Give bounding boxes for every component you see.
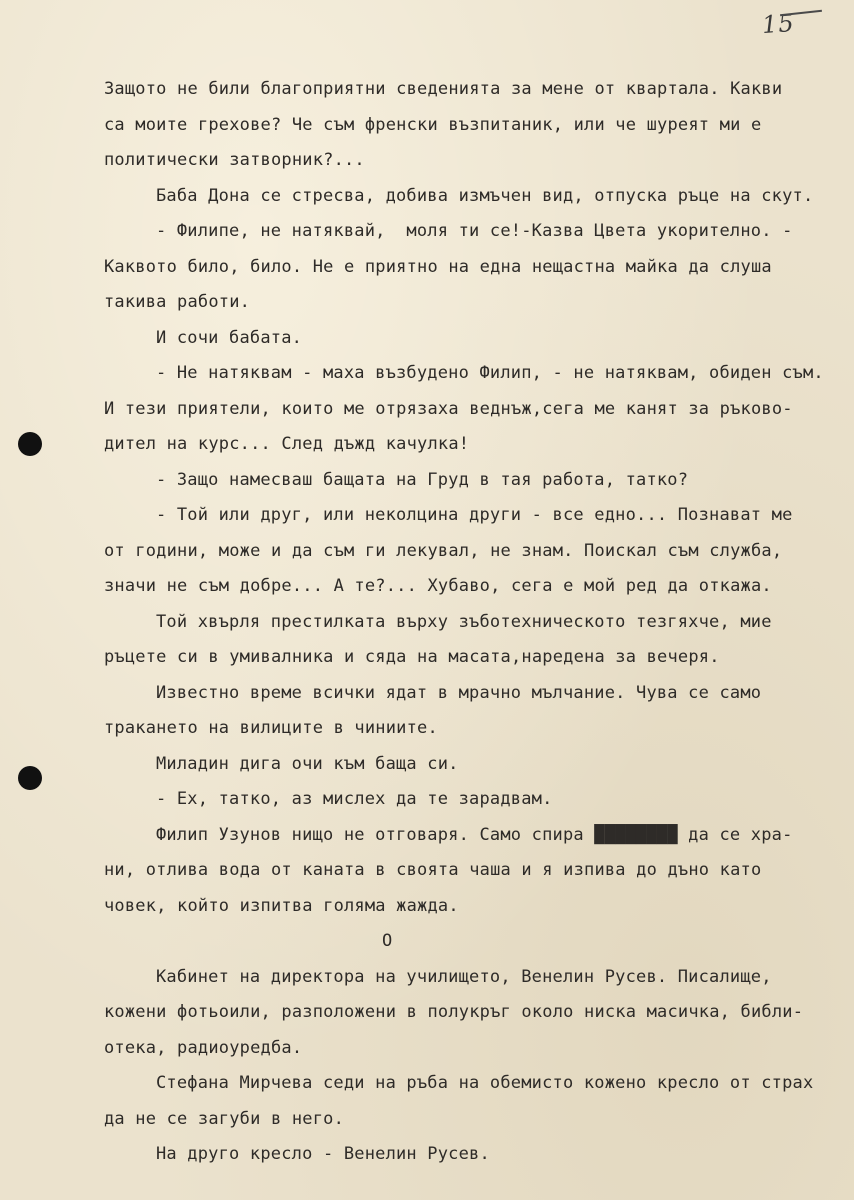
text-line: човек, който изпитва голяма жажда. xyxy=(104,895,459,916)
text-line: Той хвърля престилката върху зъботехническото тезгяхче, мие xyxy=(156,611,772,632)
text-line: Кабинет на директора на училището, Венелин Русев. Писалище, xyxy=(156,966,772,987)
text-line: дител на курс... След дъжд качулка! xyxy=(104,434,470,454)
text-line: О xyxy=(382,931,393,951)
text-line: Филип Узунов нищо не отговаря. Само спира ████████ да се хра- xyxy=(156,824,793,845)
text-line: Каквото било, било. Не е приятно на една нещастна майка да слуша xyxy=(104,256,772,277)
text-line: - Той или друг, или неколцина други - все едно... Познават ме xyxy=(156,505,793,525)
text-line: - Филипе, не натяквай, моля ти се!-Казва Цвета укорително. - xyxy=(156,221,793,241)
text-line: Защото не били благоприятни сведенията за мене от квартала. Какви xyxy=(104,79,783,99)
text-line: да не се загуби в него. xyxy=(104,1108,345,1129)
text-line: политически затворник?... xyxy=(104,150,365,170)
text-line: ръцете си в умивалника и сяда на масата,наредена за вечеря. xyxy=(104,647,720,667)
text-line: Известно време всички ядат в мрачно мълчание. Чува се само xyxy=(156,682,762,703)
text-line: са моите грехове? Че съм френски възпитаник, или че шуреят ми е xyxy=(104,114,762,135)
text-line: значи не съм добре... А те?... Хубаво, сега е мой ред да откажа. xyxy=(104,576,772,596)
text-line: - Ех, татко, аз мислех да те зарадвам. xyxy=(156,789,553,809)
text-line: кожени фотьоили, разположени в полукръг около ниска масичка, библи- xyxy=(104,1002,804,1022)
text-line: И сочи бабата. xyxy=(156,327,303,348)
text-line: - Не натяквам - маха възбудено Филип, - не натяквам, обиден съм. xyxy=(156,363,824,383)
text-body xyxy=(104,72,844,1173)
text-line: Стефана Мирчева седи на ръба на обемисто кожено кресло от страх xyxy=(156,1073,814,1093)
text-line: - Защо намесваш бащата на Груд в тая работа, татко? xyxy=(156,469,689,490)
text-line: На друго кресло - Венелин Русев. xyxy=(156,1144,490,1164)
text-line: Баба Дона се стресва, добива измъчен вид, отпуска ръце на скут. xyxy=(156,185,814,206)
text-line: И тези приятели, които ме отрязаха веднъж,сега ме канят за ръково- xyxy=(104,398,793,419)
punch-hole-top xyxy=(18,432,42,456)
punch-hole-bottom xyxy=(18,766,42,790)
text-line: тракането на вилиците в чиниите. xyxy=(104,718,438,738)
text-line: Миладин дига очи към баща си. xyxy=(156,753,459,774)
text-line: такива работи. xyxy=(104,292,251,312)
text-line: отека, радиоуредба. xyxy=(104,1037,303,1058)
page-number: 15 xyxy=(761,8,796,40)
text-line: от години, може и да съм ги лекувал, не знам. Поискал съм служба, xyxy=(104,540,783,561)
text-line: ни, отлива вода от каната в своята чаша и я изпива до дъно като xyxy=(104,860,762,880)
